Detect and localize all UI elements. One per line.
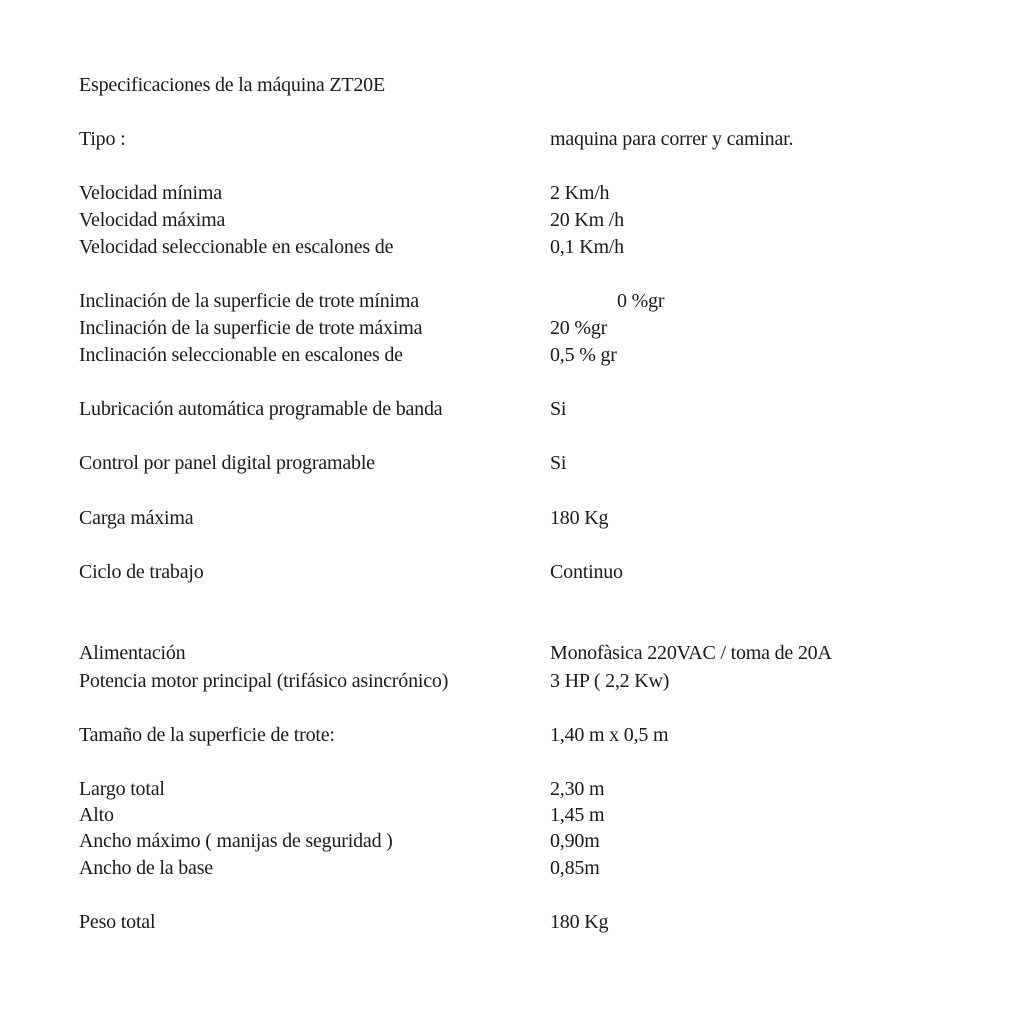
spec-value: 180 Kg <box>550 507 609 529</box>
spec-row <box>0 910 1024 934</box>
spec-label: Lubricación automática programable de banda <box>79 398 443 420</box>
spec-label: Tipo : <box>79 128 126 150</box>
spec-row <box>0 316 1024 340</box>
spec-label: Tamaño de la superficie de trote: <box>79 724 335 746</box>
spec-row <box>0 560 1024 584</box>
spec-value: 2 Km/h <box>550 182 610 204</box>
spec-value: 0 %gr <box>617 290 665 312</box>
spec-label: Velocidad seleccionable en escalones de <box>79 236 394 258</box>
spec-row <box>0 343 1024 367</box>
spec-label: Ancho máximo ( manijas de seguridad ) <box>79 830 393 852</box>
spec-row <box>0 127 1024 151</box>
spec-value: Continuo <box>550 561 623 583</box>
spec-row <box>0 208 1024 232</box>
spec-value: 180 Kg <box>550 911 609 933</box>
spec-value: 0,90m <box>550 830 600 852</box>
spec-value: 20 %gr <box>550 317 608 339</box>
spec-row <box>0 235 1024 259</box>
spec-row <box>0 506 1024 530</box>
spec-label: Peso total <box>79 911 156 933</box>
spec-label: Alimentación <box>79 642 186 664</box>
spec-label: Alto <box>79 804 114 826</box>
document-title: Especificaciones de la máquina ZT20E <box>79 74 386 96</box>
spec-label: Carga máxima <box>79 507 194 529</box>
spec-row <box>0 289 1024 313</box>
spec-label: Ancho de la base <box>79 857 213 879</box>
spec-row <box>0 829 1024 853</box>
spec-value: 1,40 m x 0,5 m <box>550 724 669 746</box>
spec-value: 0,5 % gr <box>550 344 617 366</box>
spec-label: Velocidad mínima <box>79 182 222 204</box>
spec-label: Inclinación seleccionable en escalones de <box>79 344 403 366</box>
spec-row <box>0 397 1024 421</box>
spec-value: Si <box>550 452 567 474</box>
spec-row <box>0 777 1024 801</box>
spec-value: 0,1 Km/h <box>550 236 624 258</box>
spec-label: Inclinación de la superficie de trote máxima <box>79 317 423 339</box>
spec-label: Largo total <box>79 778 165 800</box>
spec-value: maquina para correr y caminar. <box>550 128 794 150</box>
spec-value: 0,85m <box>550 857 600 879</box>
spec-label: Velocidad máxima <box>79 209 226 231</box>
spec-row <box>0 723 1024 747</box>
spec-row <box>0 181 1024 205</box>
spec-value: Monofàsica 220VAC / toma de 20A <box>550 642 832 664</box>
spec-value: 3 HP ( 2,2 Kw) <box>550 670 670 692</box>
spec-row <box>0 451 1024 475</box>
spec-value: 1,45 m <box>550 804 605 826</box>
spec-label: Inclinación de la superficie de trote mínima <box>79 290 419 312</box>
spec-label: Control por panel digital programable <box>79 452 375 474</box>
spec-value: Si <box>550 398 567 420</box>
spec-row <box>0 669 1024 693</box>
spec-value: 20 Km /h <box>550 209 624 231</box>
spec-row <box>0 803 1024 827</box>
spec-row <box>0 856 1024 880</box>
spec-label: Ciclo de trabajo <box>79 561 204 583</box>
spec-row <box>0 641 1024 665</box>
spec-value: 2,30 m <box>550 778 605 800</box>
spec-label: Potencia motor principal (trifásico asincrónico) <box>79 670 449 692</box>
